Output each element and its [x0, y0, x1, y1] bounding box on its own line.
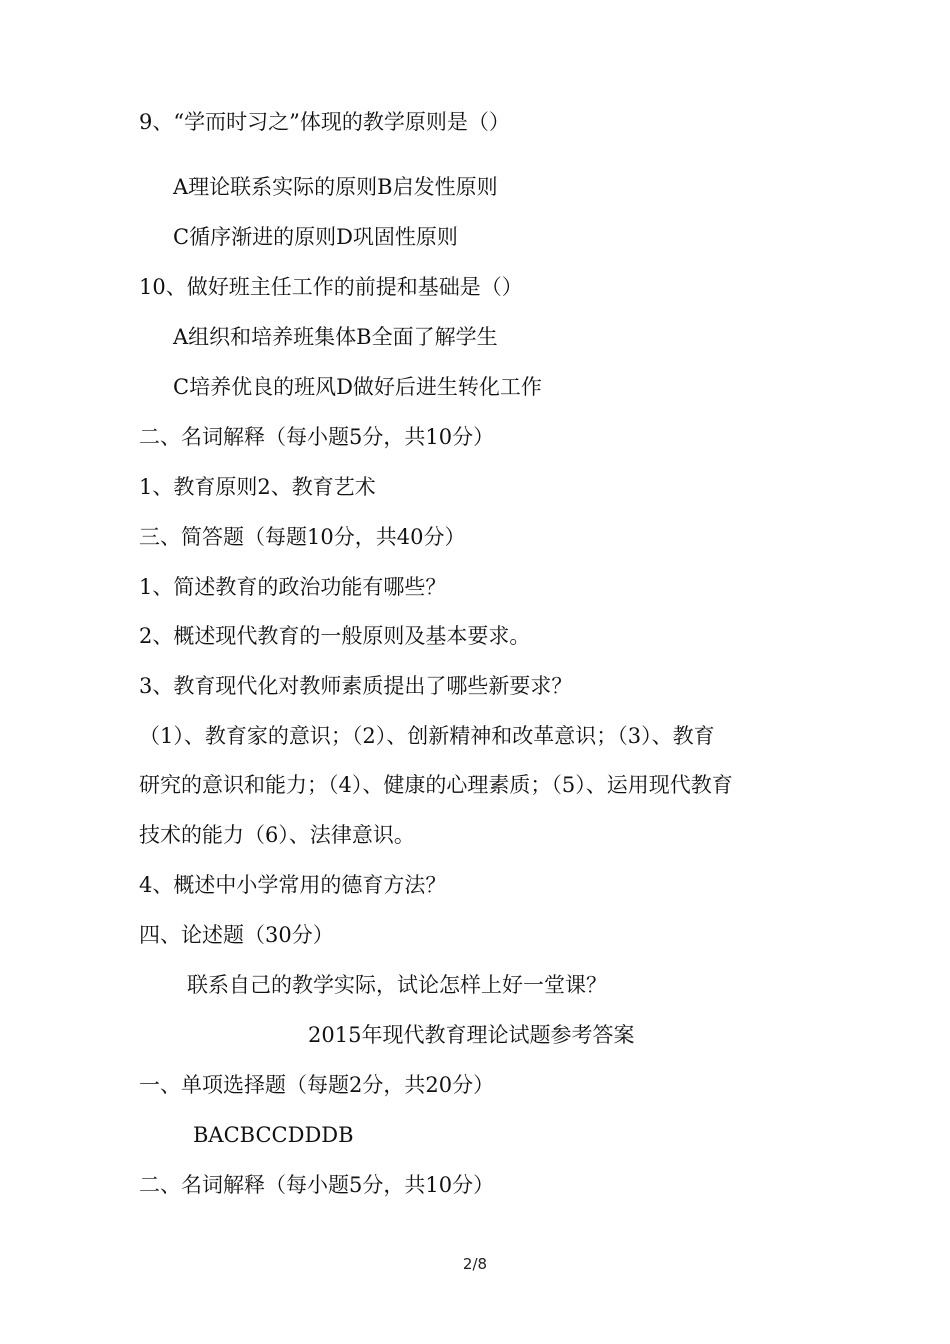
section2-items: 1、教育原则2、教育艺术 — [139, 475, 376, 499]
section3-q3-answer-line2: 研究的意识和能力；（4）、健康的心理素质；（5）、运用现代教育 — [139, 773, 733, 797]
section4-heading: 四、论述题（30分） — [139, 923, 334, 947]
q9-options-ab: A理论联系实际的原则B启发性原则 — [173, 175, 498, 199]
section3-q4: 4、概述中小学常用的德育方法？ — [139, 873, 447, 897]
q10-stem: 10、做好班主任工作的前提和基础是（） — [139, 275, 523, 299]
q9-stem: 9、“学而时习之”体现的教学原则是（） — [139, 110, 510, 134]
q10-options-cd: C培养优良的班风D做好后进生转化工作 — [173, 375, 542, 399]
section2-heading: 二、名词解释（每小题5分，共10分） — [139, 425, 495, 449]
answer-key-section1-heading: 一、单项选择题（每题2分，共20分） — [139, 1073, 495, 1097]
section3-q2: 2、概述现代教育的一般原则及基本要求。 — [139, 624, 531, 648]
page-number: 2/8 — [462, 1255, 488, 1273]
section3-q3-answer-line1: （1）、教育家的意识；（2）、创新精神和改革意识；（3）、教育 — [139, 724, 715, 748]
section3-q3: 3、教育现代化对教师素质提出了哪些新要求？ — [139, 674, 573, 698]
section3-q3-answer-line3: 技术的能力（6）、法律意识。 — [139, 823, 415, 847]
section4-question: 联系自己的教学实际，试论怎样上好一堂课？ — [187, 973, 607, 997]
answer-key-title: 2015年现代教育理论试题参考答案 — [308, 1023, 635, 1047]
answer-key-section2-heading: 二、名词解释（每小题5分，共10分） — [139, 1173, 495, 1197]
q9-options-cd: C循序渐进的原则D巩固性原则 — [173, 225, 458, 249]
q10-options-ab: A组织和培养班集体B全面了解学生 — [173, 325, 498, 349]
section3-q1: 1、简述教育的政治功能有哪些？ — [139, 575, 447, 599]
answer-key-section1-answers: BACBCCDDDB — [193, 1123, 354, 1147]
section3-heading: 三、简答题（每题10分，共40分） — [139, 525, 466, 549]
